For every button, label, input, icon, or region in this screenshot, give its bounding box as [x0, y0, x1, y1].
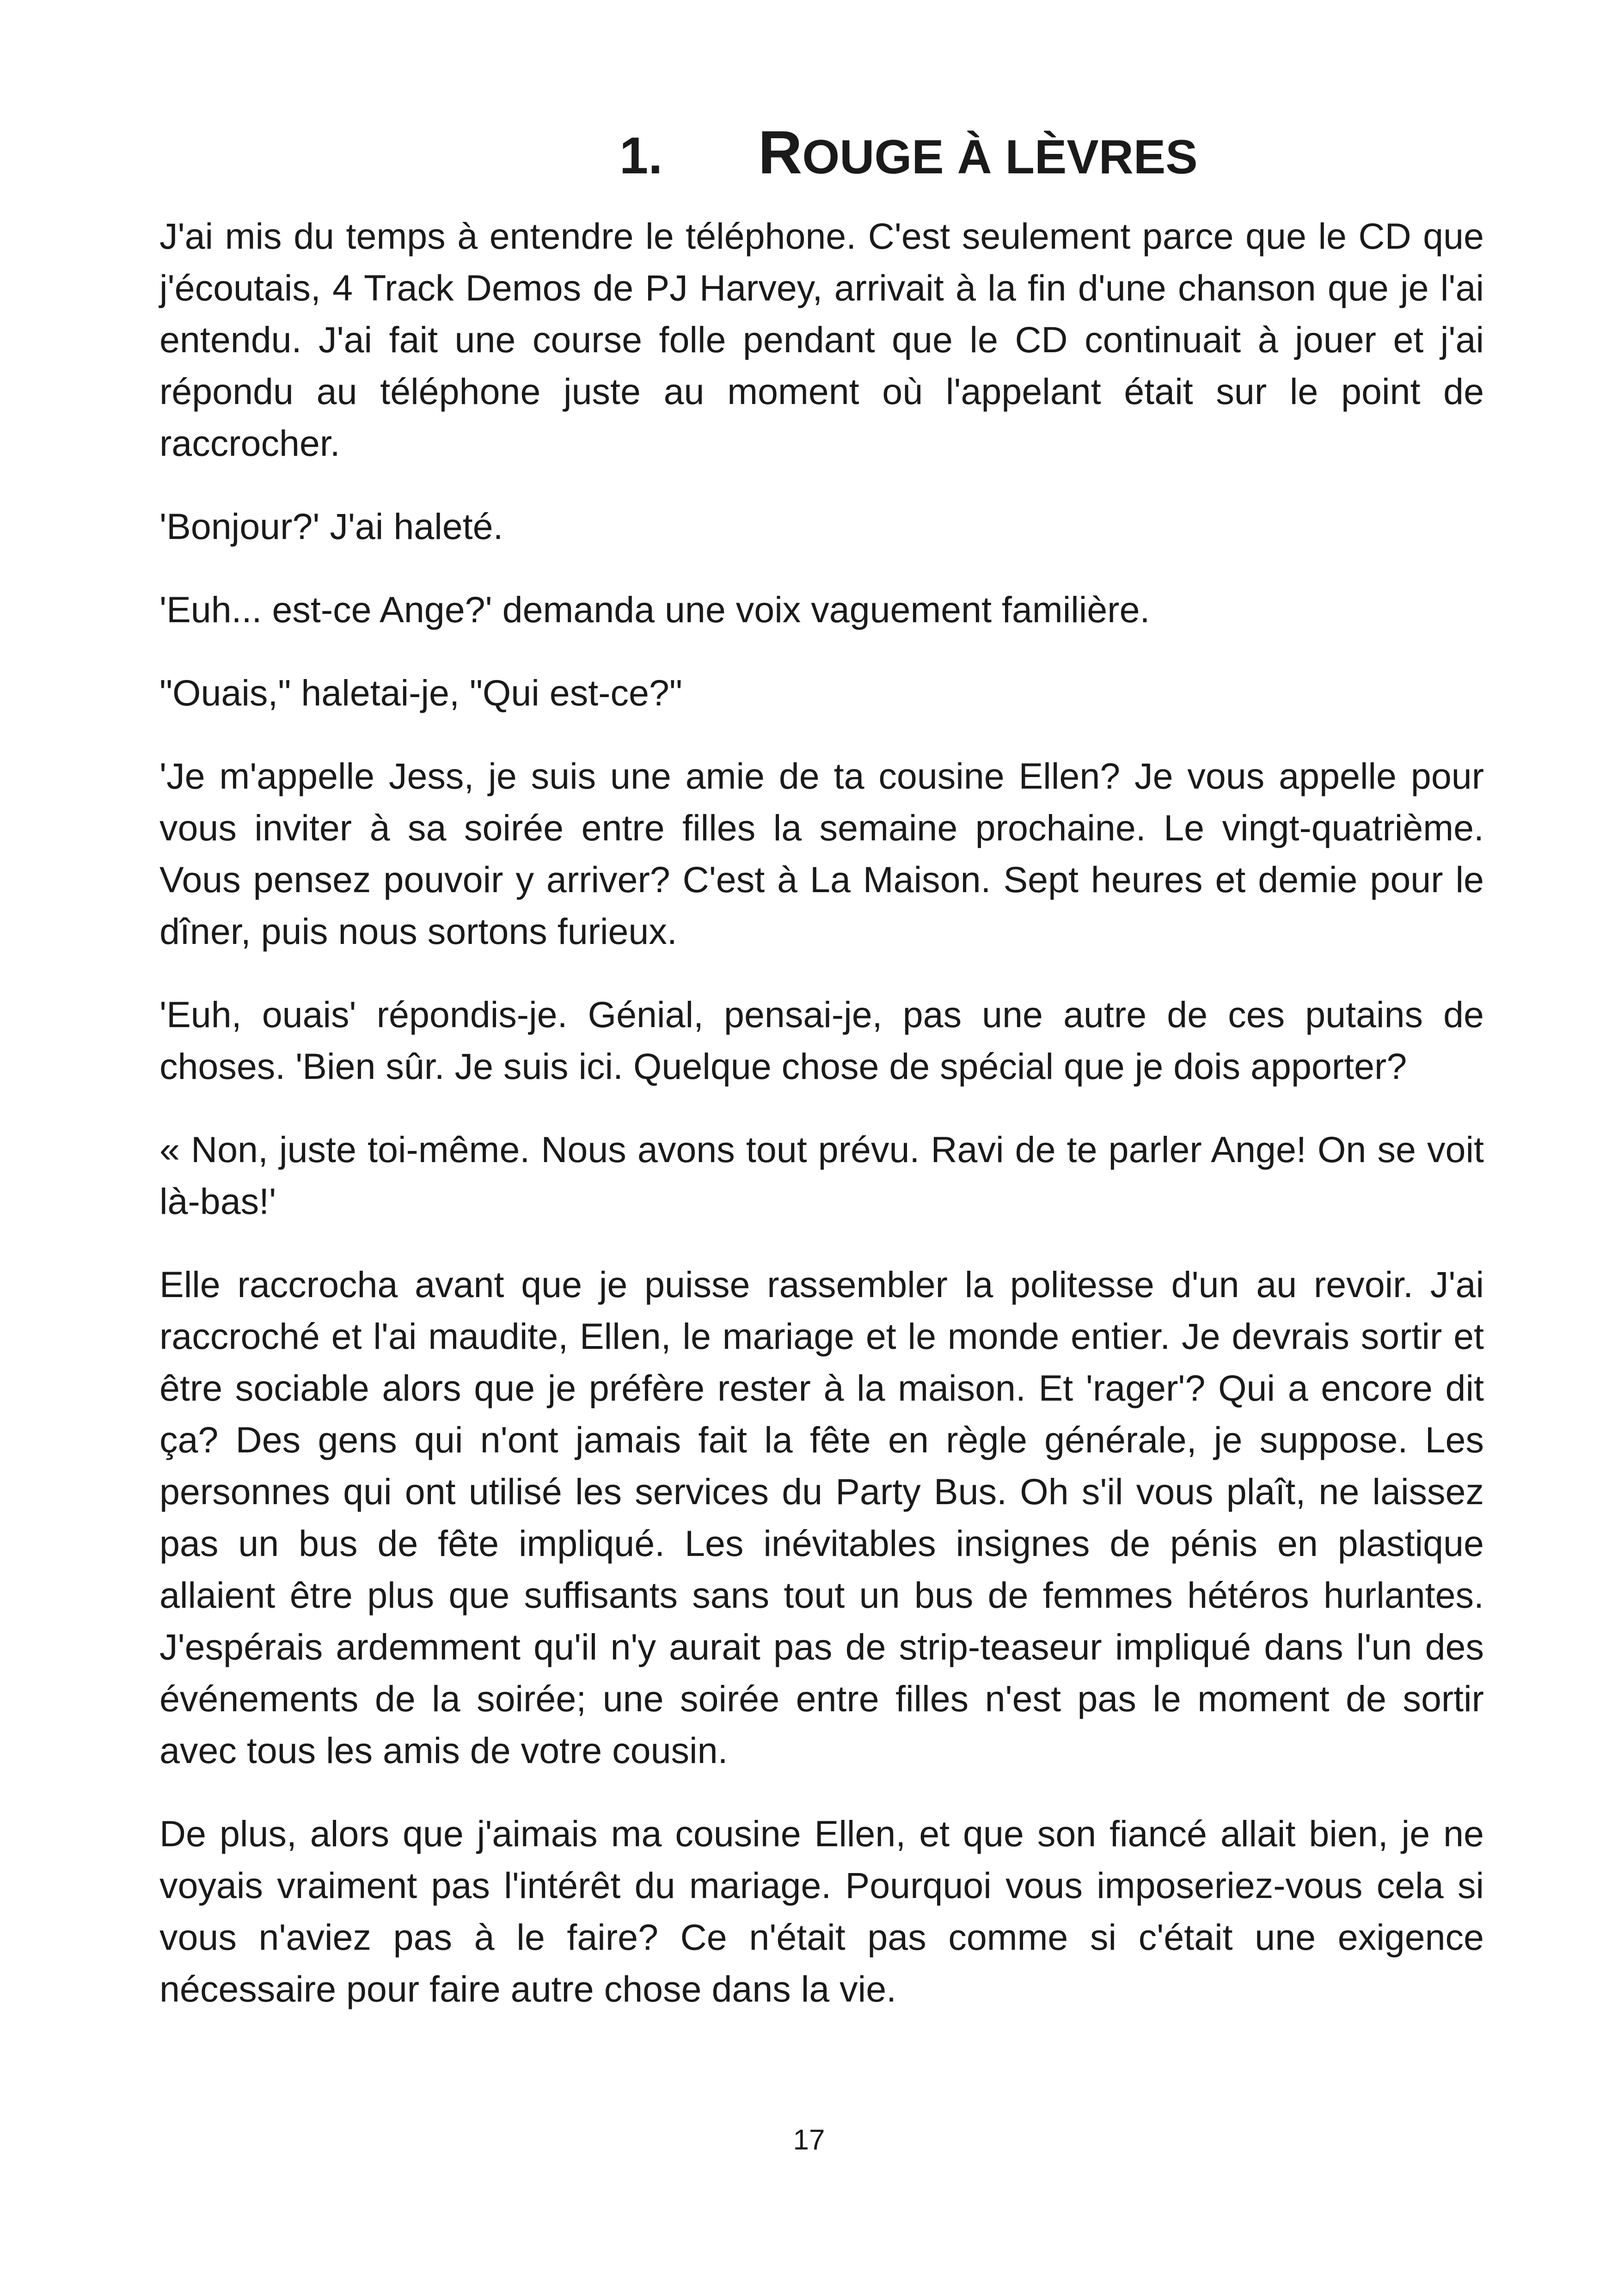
paragraph: « Non, juste toi-même. Nous avons tout prévu. Ravi de te parler Ange! On se voit là-bas!': [159, 1129, 1484, 1222]
chapter-title-text: OUGE À LÈVRES: [802, 130, 1198, 184]
paragraph: 'Euh, ouais' répondis-je. Génial, pensai-je, pas une autre de ces putains de choses. 'Bien sûr. Je suis ici. Quelque chose de spécial que je dois apporter?: [159, 994, 1484, 1087]
paragraph: 'Euh... est-ce Ange?' demanda une voix vaguement familière.: [159, 589, 1150, 630]
paragraph: De plus, alors que j'aimais ma cousine Ellen, et que son fiancé allait bien, je ne voyais vraiment pas l'intérêt du mariage. Pourquoi vous imposeriez-vous cela si vous n'aviez pas à le faire? Ce n'était pas comme si c'était une exigence nécessaire pour faire autre chose dans la vie.: [159, 1813, 1484, 2009]
paragraph: Elle raccrocha avant que je puisse rassembler la politesse d'un au revoir. J'ai raccroché et l'ai maudite, Ellen, le mariage et le monde entier. Je devrais sortir et être sociable alors que je préfère rester à la maison. Et 'rager'? Qui a encore dit ça? Des gens qui n'ont jamais fait la fête en règle générale, je suppose. Les personnes qui ont utilisé les services du Party Bus. Oh s'il vous plaît, ne laissez pas un bus de fête impliqué. Les inévitables insignes de pénis en plastique allaient être plus que suffisants sans tout un bus de femmes hétéros hurlantes. J'espérais ardemment qu'il n'y aurait pas de strip-teaseur impliqué dans l'un des événements de la soirée; une soirée entre filles n'est pas le moment de sortir avec tous les amis de votre cousin.: [159, 1264, 1484, 1771]
chapter-title: [619, 118, 1498, 192]
page-number: 17: [793, 2124, 825, 2156]
paragraph: J'ai mis du temps à entendre le téléphone. C'est seulement parce que le CD que j'écoutais, 4 Track Demos de PJ Harvey, arrivait à la fin d'une chanson que je l'ai entendu. J'ai fait une course folle pendant que le CD continuait à jouer et j'ai répondu au téléphone juste au moment où l'appelant était sur le point de raccrocher.: [159, 215, 1484, 464]
chapter-number: 1.: [619, 127, 663, 184]
chapter-title-initial: R: [758, 118, 803, 186]
paragraph: 'Bonjour?' J'ai haleté.: [159, 506, 503, 547]
paragraph: "Ouais," haletai-je, "Qui est-ce?": [159, 672, 682, 713]
paragraph: 'Je m'appelle Jess, je suis une amie de ta cousine Ellen? Je vous appelle pour vous inviter à sa soirée entre filles la semaine prochaine. Le vingt-quatrième. Vous pensez pouvoir y arriver? C'est à La Maison. Sept heures et demie pour le dîner, puis nous sortons furieux.: [159, 755, 1484, 952]
chapter-body: [159, 210, 1484, 2015]
